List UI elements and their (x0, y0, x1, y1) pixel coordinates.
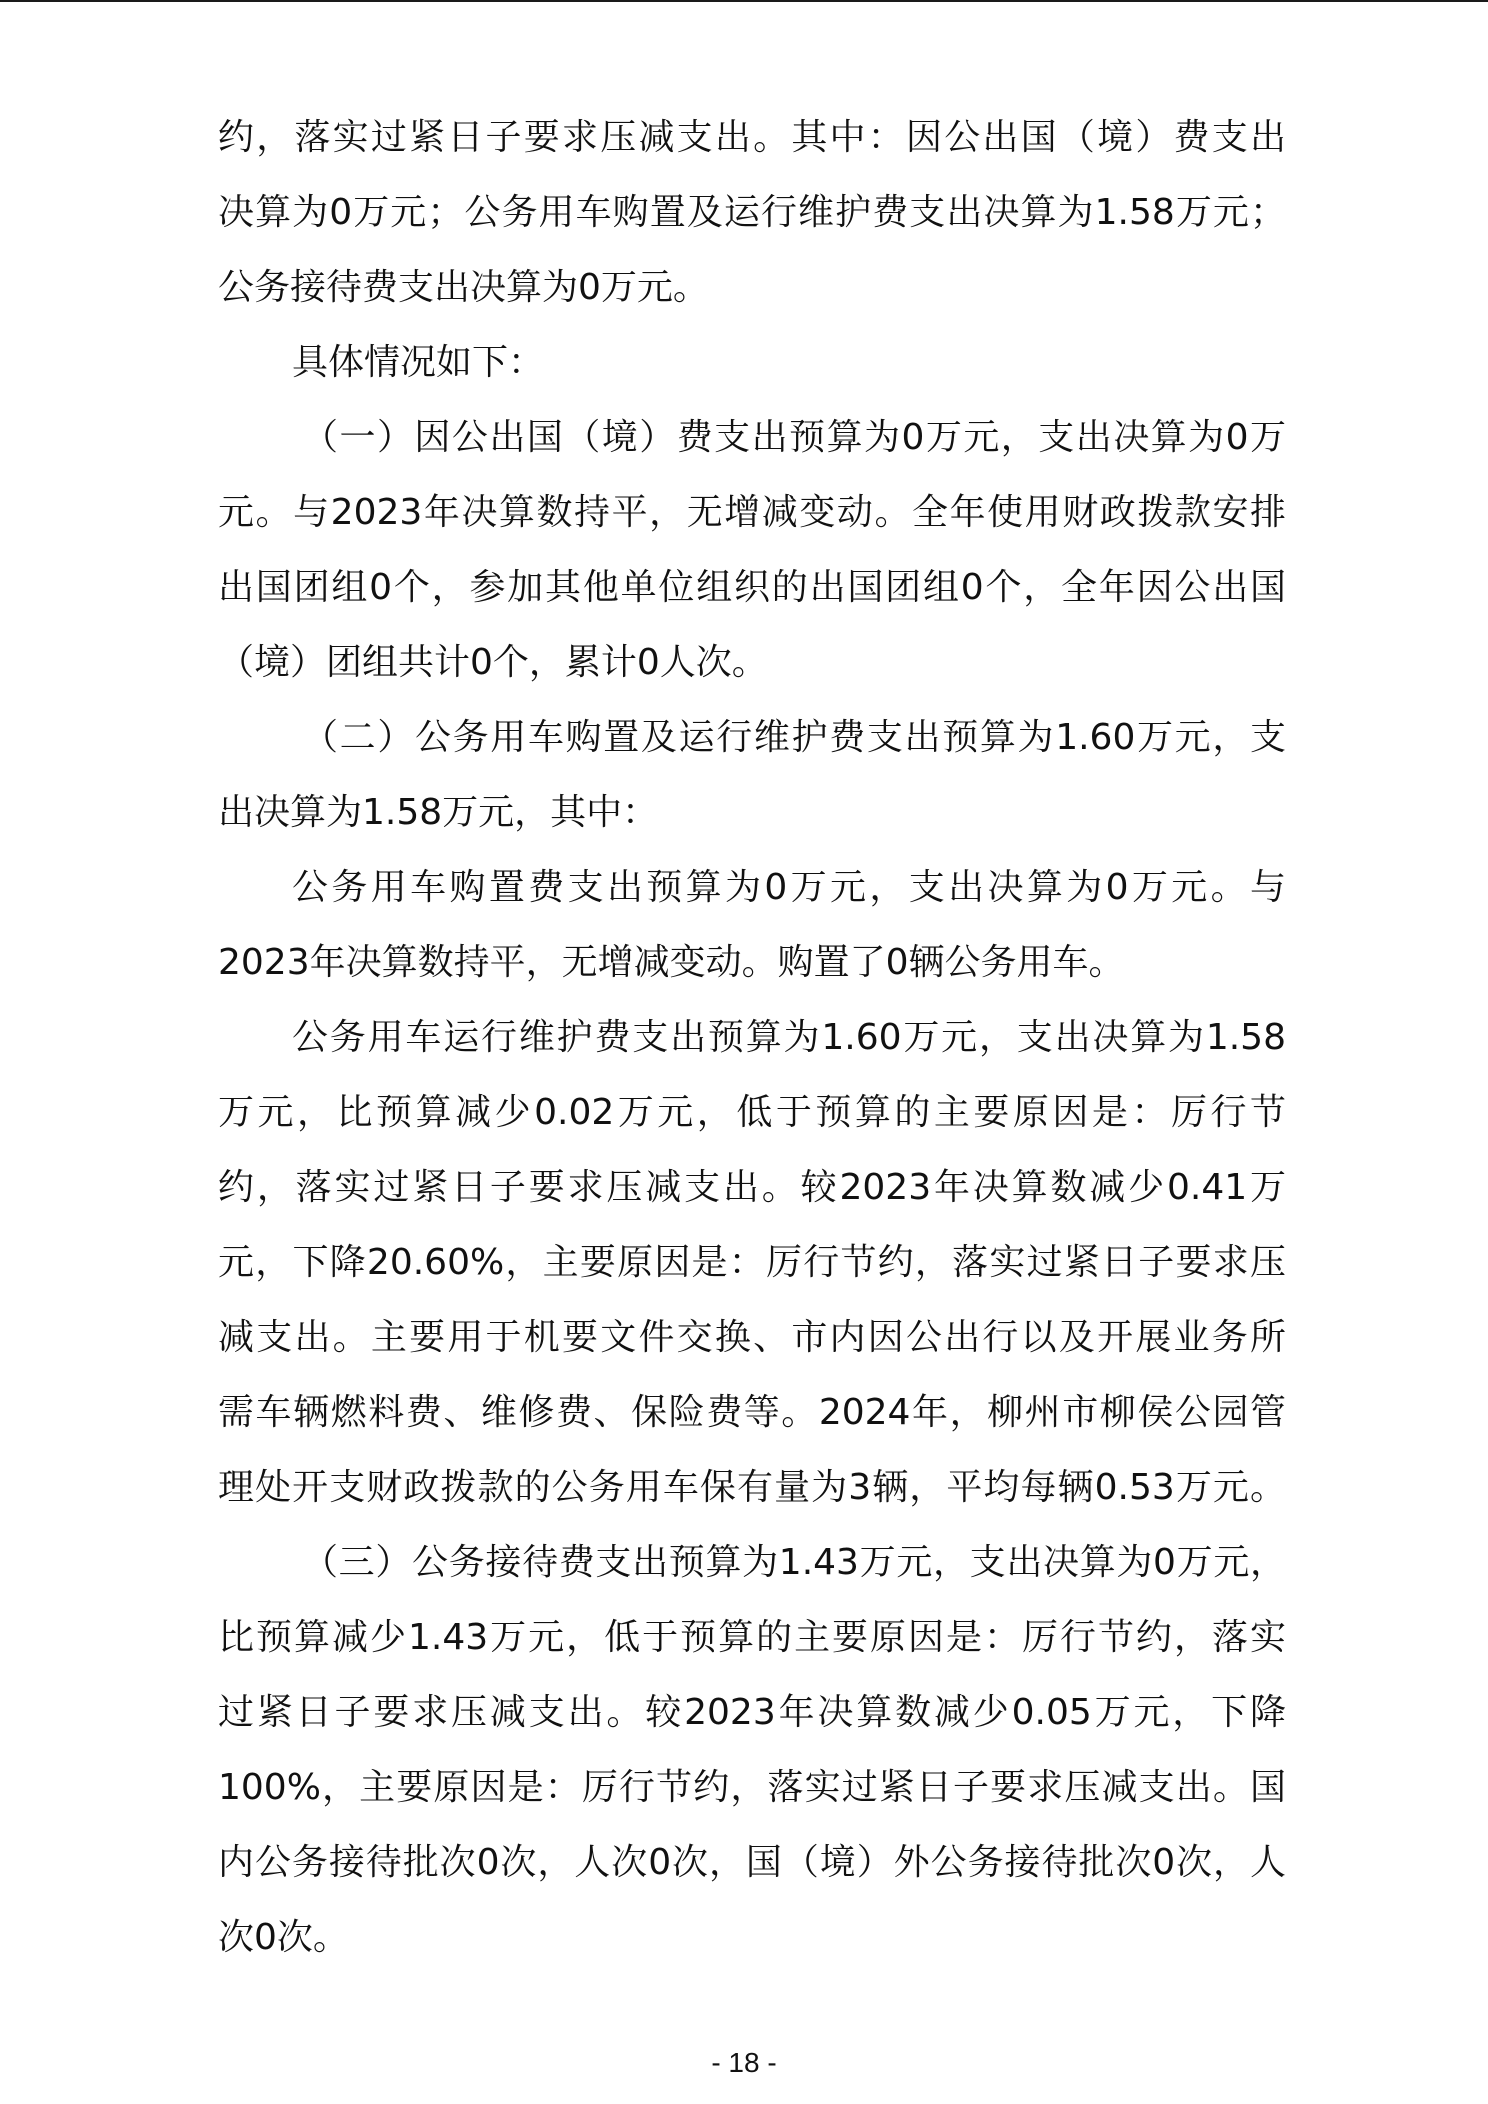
text-line: 公务接待费支出决算为0万元。 (218, 267, 709, 308)
page-number: - 18 - (711, 2047, 777, 2078)
text-line: （二）公务用车购置及运行维护费支出预算为1.60万元，支 (302, 717, 1286, 758)
text-line: 内公务接待批次0次，人次0次，国（境）外公务接待批次0次，人 (218, 1842, 1286, 1883)
text-line: 公务用车购置费支出预算为0万元，支出决算为0万元。与 (292, 867, 1286, 908)
text-line: 需车辆燃料费、维修费、保险费等。2024年，柳州市柳侯公园管 (218, 1392, 1286, 1433)
text-line: 理处开支财政拨款的公务用车保有量为3辆，平均每辆0.53万元。 (218, 1467, 1286, 1508)
text-line: （三）公务接待费支出预算为1.43万元，支出决算为0万元， (302, 1542, 1286, 1583)
text-line: 出决算为1.58万元，其中： (218, 792, 659, 833)
text-line: 约，落实过紧日子要求压减支出。其中：因公出国（境）费支出 (218, 117, 1286, 158)
text-line: 出国团组0个，参加其他单位组织的出国团组0个，全年因公出国 (218, 567, 1286, 608)
text-line: 元，下降20.60%，主要原因是：厉行节约，落实过紧日子要求压 (218, 1242, 1286, 1283)
text-line: 约，落实过紧日子要求压减支出。较2023年决算数减少0.41万 (218, 1167, 1286, 1208)
text-line: 2023年决算数持平，无增减变动。购置了0辆公务用车。 (218, 942, 1125, 983)
text-line: 次0次。 (218, 1917, 349, 1958)
text-line: 公务用车运行维护费支出预算为1.60万元，支出决算为1.58 (292, 1017, 1286, 1058)
document-body (218, 100, 1286, 1975)
text-line: 比预算减少1.43万元，低于预算的主要原因是：厉行节约，落实 (218, 1617, 1286, 1658)
text-line: 100%，主要原因是：厉行节约，落实过紧日子要求压减支出。国 (218, 1767, 1286, 1808)
text-line: 具体情况如下： (292, 342, 545, 383)
text-line: （一）因公出国（境）费支出预算为0万元，支出决算为0万 (302, 417, 1286, 458)
text-line: （境）团组共计0个，累计0人次。 (218, 642, 768, 683)
text-line: 万元，比预算减少0.02万元，低于预算的主要原因是：厉行节 (218, 1092, 1286, 1133)
text-line: 决算为0万元；公务用车购置及运行维护费支出决算为1.58万元； (218, 192, 1286, 233)
text-line: 减支出。主要用于机要文件交换、市内因公出行以及开展业务所 (218, 1317, 1286, 1358)
top-border-line (0, 0, 1488, 2)
text-line: 元。与2023年决算数持平，无增减变动。全年使用财政拨款安排 (218, 492, 1286, 533)
text-line: 过紧日子要求压减支出。较2023年决算数减少0.05万元，下降 (218, 1692, 1286, 1733)
